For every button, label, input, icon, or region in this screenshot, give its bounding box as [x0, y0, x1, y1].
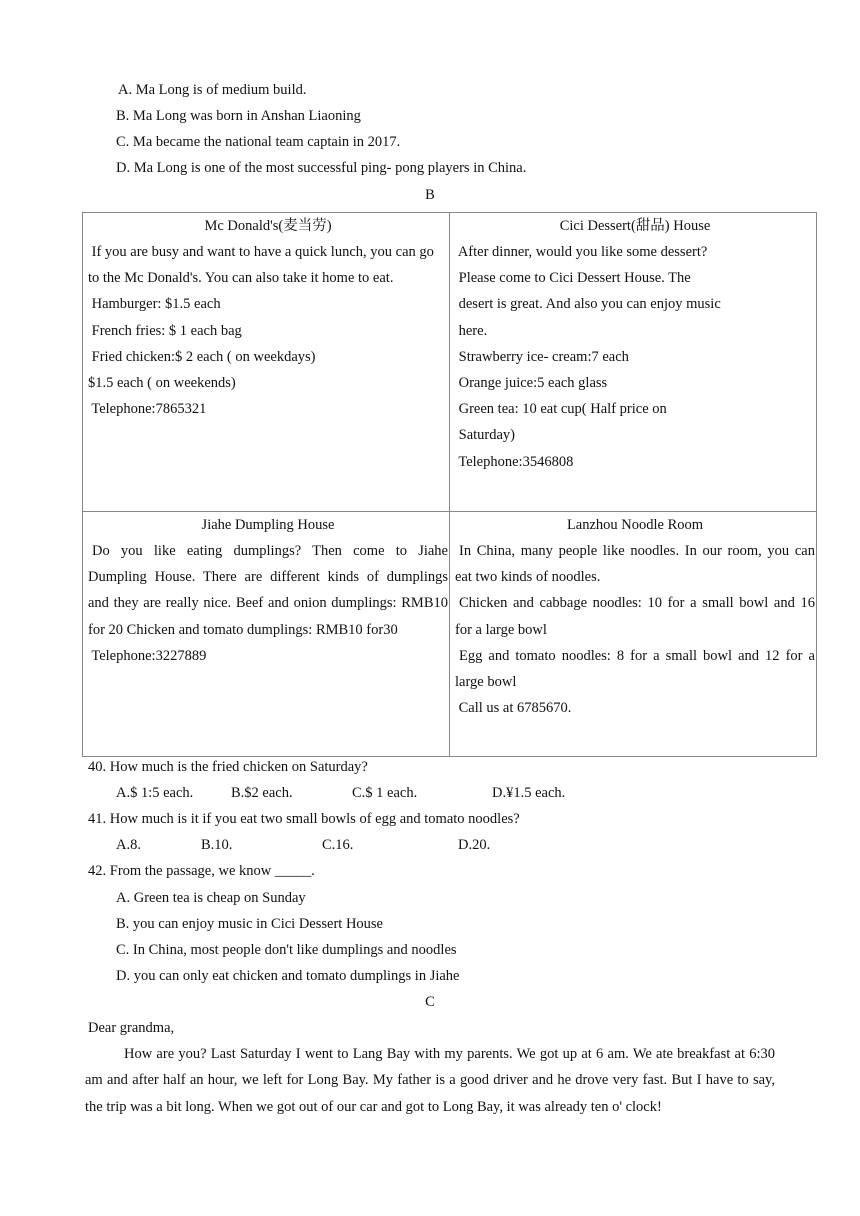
- q40-option-d: D.¥1.5 each.: [492, 785, 566, 801]
- ad-text-line: Egg and tomato noodles: 8 for a small bowl and 12 for a: [459, 647, 815, 664]
- ad-text-line: Do you like eating dumplings? Then come to Jiahe: [92, 543, 448, 559]
- ad-text-line: desert is great. And also you can enjoy music: [455, 296, 721, 313]
- q41-option-d: D.20.: [458, 837, 491, 853]
- ad-text-line: Strawberry ice- cream:7 each: [455, 348, 629, 365]
- ad-text-line: and they are really nice. Beef and onion dumplings: RMB10: [88, 595, 448, 612]
- section-b-label: B: [425, 187, 435, 203]
- ad-text-line: French fries: $ 1 each bag: [88, 322, 242, 339]
- ad-text-line: Saturday): [455, 427, 515, 444]
- ad-text-line: Chicken and cabbage noodles: 10 for a small bowl and 16: [459, 595, 815, 612]
- ad-jiahe-title: Jiahe Dumpling House: [201, 517, 335, 533]
- q41-option-a: A.8.: [116, 837, 141, 853]
- ad-lanzhou: [450, 512, 817, 757]
- q41-stem: 41. How much is it if you eat two small bowls of egg and tomato noodles?: [88, 811, 520, 827]
- letter-greeting: Dear grandma,: [88, 1020, 175, 1036]
- ad-mcdonalds-title: Mc Donald's(麦当劳): [204, 218, 332, 234]
- q39-option-d: D. Ma Long is one of the most successful ping- pong players in China.: [116, 160, 527, 176]
- q42-stem: 42. From the passage, we know _____.: [88, 863, 315, 879]
- q42-option-a: A. Green tea is cheap on Sunday: [116, 890, 306, 906]
- q41-option-c: C.16.: [322, 837, 354, 853]
- ad-text-line: large bowl: [455, 673, 517, 690]
- ad-text-line: Fried chicken:$ 2 each ( on weekdays): [88, 348, 316, 365]
- ad-text-line: for a large bowl: [455, 621, 547, 638]
- ad-text-line: Hamburger: $1.5 each: [88, 296, 221, 313]
- q40-option-b: B.$2 each.: [231, 785, 293, 801]
- ad-text-line: Telephone:3546808: [455, 453, 574, 470]
- ad-text-line: for 20 Chicken and tomato dumplings: RMB10 for30: [88, 621, 398, 638]
- q40-stem: 40. How much is the fried chicken on Saturday?: [88, 759, 368, 775]
- ad-text-line: Call us at 6785670.: [455, 700, 572, 717]
- q42-option-d: D. you can only eat chicken and tomato dumplings in Jiahe: [116, 968, 460, 984]
- ad-lanzhou-title: Lanzhou Noodle Room: [566, 517, 704, 533]
- ad-cici-title: Cici Dessert(甜品) House: [559, 218, 711, 234]
- ad-text-line: Please come to Cici Dessert House. The: [455, 270, 691, 287]
- ad-jiahe: [83, 512, 450, 757]
- ad-text-line: After dinner, would you like some dessert?: [455, 244, 708, 260]
- ad-text-line: If you are busy and want to have a quick lunch, you can go: [88, 244, 434, 260]
- ad-text-line: Dumpling House. There are different kinds of dumplings: [88, 569, 448, 586]
- letter-body: [85, 1041, 775, 1120]
- ad-text-line: to the Mc Donald's. You can also take it home to eat.: [88, 270, 394, 287]
- ad-text-line: Green tea: 10 eat cup( Half price on: [455, 401, 667, 418]
- ads-table: [82, 212, 817, 757]
- ad-text-line: eat two kinds of noodles.: [455, 569, 601, 586]
- q42-option-b: B. you can enjoy music in Cici Dessert House: [116, 916, 383, 932]
- ad-text-line: Orange juice:5 each glass: [455, 374, 608, 391]
- ad-mcdonalds: [83, 213, 450, 512]
- q40-option-a: A.$ 1:5 each.: [116, 785, 194, 801]
- q39-option-b: B. Ma Long was born in Anshan Liaoning: [116, 108, 361, 124]
- q39-option-a: A. Ma Long is of medium build.: [118, 82, 307, 98]
- q39-option-c: C. Ma became the national team captain in 2017.: [116, 134, 401, 150]
- q41-option-b: B.10.: [201, 837, 233, 853]
- ad-text-line: $1.5 each ( on weekends): [88, 374, 236, 391]
- ad-text-line: Telephone:3227889: [88, 647, 207, 664]
- section-c-label: C: [425, 994, 435, 1010]
- ad-cici: [450, 213, 817, 512]
- ad-text-line: Telephone:7865321: [88, 401, 207, 418]
- ad-text-line: here.: [455, 322, 488, 339]
- q42-option-c: C. In China, most people don't like dumplings and noodles: [116, 942, 457, 958]
- q40-option-c: C.$ 1 each.: [352, 785, 418, 801]
- ad-text-line: In China, many people like noodles. In our room, you can: [459, 543, 815, 559]
- letter-paragraph: How are you? Last Saturday I went to Lang Bay with my parents. We got up at 6 am. We ate breakfast at 6:30 am and after half an hour, we left for Long Bay. My father is a good driver and he drove very fast. But I have to say, the trip was a bit long. When we got out of our car and got to Long Bay, it was already ten o' clock!: [85, 1046, 775, 1115]
